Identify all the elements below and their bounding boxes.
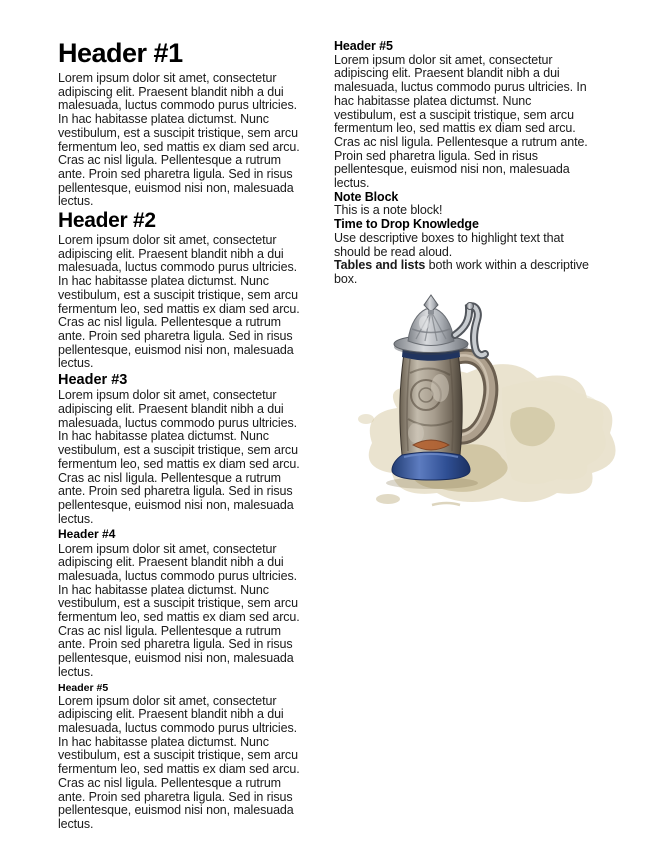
paragraph-1: Lorem ipsum dolor sit amet, consectetur adipiscing elit. Praesent blandit nibh a dui malesuada, luctus commodo purus ultricies. In hac habitasse platea dictumst. Nunc vestibulum, est a suscipit tristique, sem arcu fermentum leo, sed mattis ex diam sed arcu. Cras ac nisl ligula. Pellentesque a rutrum ante. Proin sed pharetra ligula. Sed in risus pellentesque, euismod nisi non, malesuada lectus. <box>58 71 300 209</box>
paragraph-5: Lorem ipsum dolor sit amet, consectetur adipiscing elit. Praesent blandit nibh a dui malesuada, luctus commodo purus ultricies. In hac habitasse platea dictumst. Nunc vestibulum, est a suscipit tristique, sem arcu fermentum leo, sed mattis ex diam sed arcu. Cras ac nisl ligula. Pellentesque a rutrum ante. Proin sed pharetra ligula. Sed in risus pellentesque, euismod nisi non, malesuada lectus. <box>58 693 300 831</box>
stein-body <box>400 353 462 455</box>
paragraph-3: Lorem ipsum dolor sit amet, consectetur adipiscing elit. Praesent blandit nibh a dui malesuada, luctus commodo purus ultricies. In hac habitasse platea dictumst. Nunc vestibulum, est a suscipit tristique, sem arcu fermentum leo, sed mattis ex diam sed arcu. Cras ac nisl ligula. Pellentesque a rutrum ante. Proin sed pharetra ligula. Sed in risus pellentesque, euismod nisi non, malesuada lectus. <box>58 388 300 526</box>
knowledge-text: Use descriptive boxes to highlight text that should be read aloud. <box>334 230 564 259</box>
right-column <box>334 40 592 287</box>
heading-4: Header #4 <box>58 527 116 542</box>
knowledge-title: Time to Drop Knowledge <box>334 217 479 232</box>
left-column <box>58 40 308 832</box>
beer-stein-illustration <box>352 293 640 515</box>
heading-1: Header #1 <box>58 38 183 68</box>
note-block-title: Note Block <box>334 189 399 204</box>
tables-line-bold: Tables and lists <box>334 258 426 273</box>
heading-5-right: Header #5 <box>334 39 393 53</box>
stein-lid <box>394 295 468 355</box>
paragraph-right: Lorem ipsum dolor sit amet, consectetur adipiscing elit. Praesent blandit nibh a dui malesuada, luctus commodo purus ultricies. In hac habitasse platea dictumst. Nunc vestibulum, est a suscipit tristique, sem arcu fermentum leo, sed mattis ex diam sed arcu. Cras ac nisl ligula. Pellentesque a rutrum ante. Proin sed pharetra ligula. Sed in risus pellentesque, euismod nisi non, malesuada lectus. <box>334 52 588 191</box>
note-block-text: This is a note block! <box>334 203 443 218</box>
tables-line-rest: both work within a descriptive box. <box>334 258 589 286</box>
paragraph-2: Lorem ipsum dolor sit amet, consectetur adipiscing elit. Praesent blandit nibh a dui malesuada, luctus commodo purus ultricies. In hac habitasse platea dictumst. Nunc vestibulum, est a suscipit tristique, sem arcu fermentum leo, sed mattis ex diam sed arcu. Cras ac nisl ligula. Pellentesque a rutrum ante. Proin sed pharetra ligula. Sed in risus pellentesque, euismod nisi non, malesuada lectus. <box>58 233 300 371</box>
heading-3: Header #3 <box>58 372 128 389</box>
heading-5: Header #5 <box>58 681 109 694</box>
heading-2: Header #2 <box>58 209 156 233</box>
paragraph-4: Lorem ipsum dolor sit amet, consectetur adipiscing elit. Praesent blandit nibh a dui malesuada, luctus commodo purus ultricies. In hac habitasse platea dictumst. Nunc vestibulum, est a suscipit tristique, sem arcu fermentum leo, sed mattis ex diam sed arcu. Cras ac nisl ligula. Pellentesque a rutrum ante. Proin sed pharetra ligula. Sed in risus pellentesque, euismod nisi non, malesuada lectus. <box>58 541 300 679</box>
tables-line <box>334 259 592 286</box>
stein-foot <box>392 452 470 480</box>
